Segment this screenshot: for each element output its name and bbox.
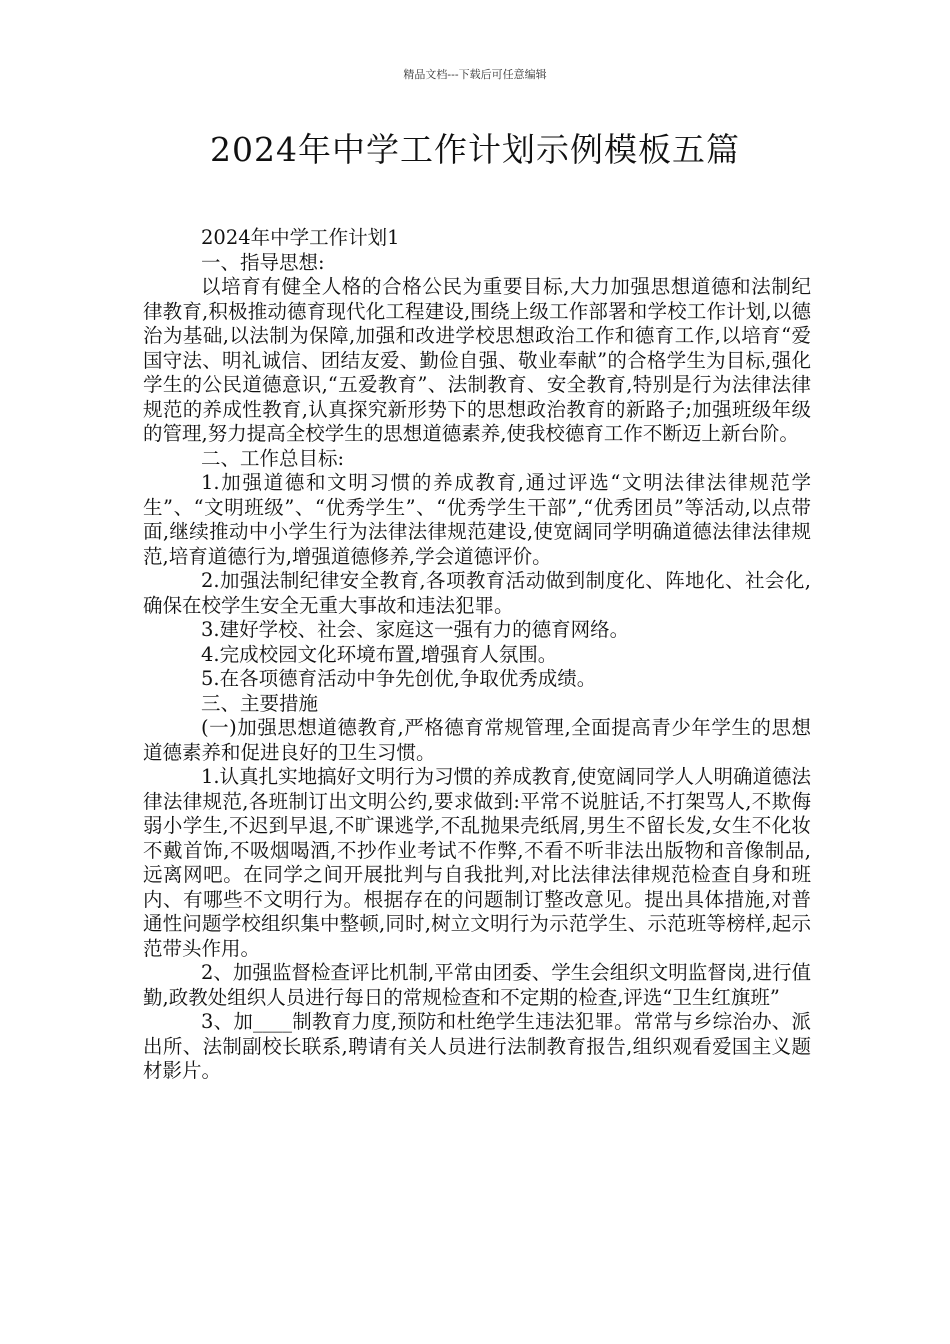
goal-item-2: 2.加强法制纪律安全教育,各项教育活动做到制度化、阵地化、社会化,确保在校学生安全无重大事故和违法犯罪。 xyxy=(143,569,811,617)
document-body xyxy=(143,226,811,1084)
measure-item-1: 1.认真扎实地搞好文明行为习惯的养成教育,使宽阔同学人人明确道德法律法律规范,各班制订出文明公约,要求做到:平常不说脏话,不打架骂人,不欺侮弱小学生,不迟到早退,不旷课逃学,不乱抛果壳纸屑,男生不留长发,女生不化妆不戴首饰,不吸烟喝酒,不抄作业考试不作弊,不看不听非法出版物和音像制品,远离网吧。在同学之间开展批判与自我批判,对比法律法律规范检查自身和班内、有哪些不文明行为。根据存在的问题制订整改意见。提出具体措施,对普通性问题学校组织集中整顿,同时,树立文明行为示范学生、示范班等榜样,起示范带头作用。 xyxy=(143,765,811,960)
goal-item-4: 4.完成校园文化环境布置,增强育人氛围。 xyxy=(201,642,558,666)
paragraph-guiding-thought: 以培育有健全人格的合格公民为重要目标,大力加强思想道德和法制纪律教育,积极推动德育现代化工程建设,围绕上级工作部署和学校工作计划,以德治为基础,以法制为保障,加强和改进学校思想政治工作和德育工作,以培育“爱国守法、明礼诚信、团结友爱、勤俭自强、敬业奉献”的合格学生为目标,强化学生的公民道德意识,“五爱教育”、法制教育、安全教育,特别是行为法律法律规范的养成性教育,认真探究新形势下的思想政治教育的新路子;加强班级年级的管理,努力提高全校学生的思想道德素养,使我校德育工作不断迈上新台阶。 xyxy=(143,275,811,445)
measure-subheading-1: (一)加强思想道德教育,严格德育常规管理,全面提高青少年学生的思想道德素养和促进良好的卫生习惯。 xyxy=(143,716,811,764)
heading-guiding-thought: 一、指导思想: xyxy=(201,250,325,274)
goal-item-3: 3.建好学校、社会、家庭这一强有力的德育网络。 xyxy=(201,618,630,641)
page-header-note: 精品文档---下载后可任意编辑 xyxy=(403,68,547,81)
heading-overall-goals: 二、工作总目标: xyxy=(201,446,345,470)
document-title: 2024年中学工作计划示例模板五篇 xyxy=(210,130,740,169)
section-heading-plan-1: 2024年中学工作计划1 xyxy=(201,226,400,249)
measure-item-3: 3、加____制教育力度,预防和杜绝学生违法犯罪。常常与乡综治办、派出所、法制副校长联系,聘请有关人员进行法制教育报告,组织观看爱国主义题材影片。 xyxy=(143,1010,811,1082)
goal-item-5: 5.在各项德育活动中争先创优,争取优秀成绩。 xyxy=(201,667,597,690)
measure-item-2: 2、加强监督检查评比机制,平常由团委、学生会组织文明监督岗,进行值勤,政教处组织人员进行每日的常规检查和不定期的检查,评选“卫生红旗班” xyxy=(143,961,811,1009)
goal-item-1: 1.加强道德和文明习惯的养成教育,通过评选“文明法律法律规范学生”、“文明班级”、“优秀学生”、“优秀学生干部”,“优秀团员”等活动,以点带面,继续推动中小学生行为法律法律规范建设,使宽阔同学明确道德法律法律规范,培育道德行为,增强道德修养,学会道德评价。 xyxy=(143,471,811,568)
heading-main-measures: 三、主要措施 xyxy=(201,691,319,715)
